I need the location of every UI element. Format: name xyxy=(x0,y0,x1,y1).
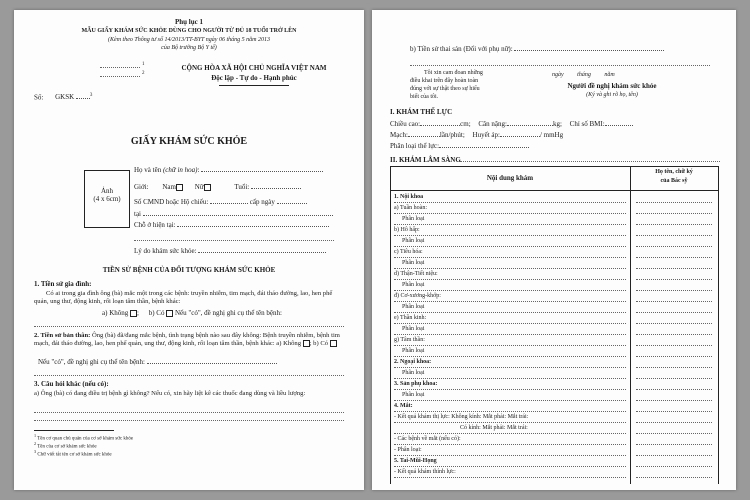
form-page-2 xyxy=(372,10,736,490)
bp-field[interactable] xyxy=(500,136,540,137)
male-label: Nam xyxy=(162,183,176,191)
exam-row-label: Phân loại xyxy=(402,282,425,288)
clinical-title-rule xyxy=(460,161,720,162)
exam-row-label: b) Hô hấp: xyxy=(394,227,420,233)
exam-row-label: Phân loại xyxy=(402,304,425,310)
self-disease-field[interactable] xyxy=(147,363,277,364)
requester-title: Người đề nghị khám sức khỏe xyxy=(567,82,657,90)
exam-row-label: Phân loại xyxy=(402,392,425,398)
doctor-sign-field[interactable] xyxy=(636,455,712,456)
height-label: Chiều cao: xyxy=(390,120,421,128)
gender-age-row xyxy=(134,183,301,191)
footnote-separator xyxy=(34,430,114,431)
commit-line-2: điều khai trên đây hoàn toàn xyxy=(410,78,479,84)
doctor-sign-field[interactable] xyxy=(636,477,712,478)
doctor-sign-field[interactable] xyxy=(636,466,712,467)
address-row xyxy=(134,221,329,229)
exam-row-label: d) Thận-Tiết niệu: xyxy=(394,271,438,277)
exam-row-field[interactable] xyxy=(394,477,626,478)
pulse-label: Mạch: xyxy=(390,131,408,139)
doctor-sign-field[interactable] xyxy=(636,345,712,346)
clinical-exam-title: II. KHÁM LÂM SÀNG xyxy=(390,156,461,164)
family-history-text: Có ai trong gia đình ông (bà) mắc một trong các bệnh: truyền nhiễm, tim mạch, đái tháo đường, lao, hen phế quản, ung thư, động kinh, rối loạn tâm thần, bệnh khác: xyxy=(34,290,333,306)
doctor-sign-field[interactable] xyxy=(636,323,712,324)
exam-row-label: - Kết quả khám thị lực: Không kính: Mắt phải: Mắt trái: xyxy=(394,414,529,420)
other-questions-text: a) Ông (bà) có đang điều trị bệnh gì không? Nếu có, xin hãy liệt kê các thuốc đang dùng và liều lượng: xyxy=(34,390,306,397)
exam-row-label: e) Thần kinh: xyxy=(394,315,427,321)
reason-field[interactable] xyxy=(198,252,326,253)
exam-row-label: Có kính: Mắt phải: Mắt trái: xyxy=(460,425,528,431)
age-field[interactable] xyxy=(251,188,301,189)
commit-line-4: biết của tôi. xyxy=(410,94,439,100)
exam-row-field[interactable] xyxy=(394,411,626,412)
footnote-mark-2: 2 xyxy=(142,71,145,76)
address-field[interactable] xyxy=(177,226,329,227)
pregnancy-field-2[interactable] xyxy=(410,65,710,66)
pregnancy-label: b) Tiền sử thai sản (Đối với phụ nữ): xyxy=(410,45,513,53)
footnote-3 xyxy=(34,449,112,458)
reason-label: Lý do khám sức khỏe: xyxy=(134,247,197,255)
footnote-mark-1: 1 xyxy=(142,62,145,67)
exam-row-label: Phân loại xyxy=(402,216,425,222)
form-title: MẪU GIẤY KHÁM SỨC KHỎE DÙNG CHO NGƯỜI TỪ ĐỦ 18 TUỔI TRỞ LÊN xyxy=(81,28,297,34)
address-field-2[interactable] xyxy=(134,240,334,241)
doctor-sign-field[interactable] xyxy=(636,224,712,225)
self-no-label: a) Không xyxy=(276,340,302,348)
doctor-sign-field[interactable] xyxy=(636,312,712,313)
requester-sign-note: (Ký và ghi rõ họ, tên) xyxy=(586,92,638,98)
doctor-sign-field[interactable] xyxy=(636,301,712,302)
exam-row-field[interactable] xyxy=(394,466,626,467)
exam-row-label: 2. Ngoại khoa: xyxy=(394,359,432,365)
doctor-sign-field[interactable] xyxy=(636,202,712,203)
exam-row-label: c) Tiêu hóa: xyxy=(394,249,423,255)
issued-at-label: tại xyxy=(134,210,141,218)
number-code: GKSK xyxy=(55,93,75,102)
exam-row-field[interactable] xyxy=(394,433,626,434)
document-title: GIẤY KHÁM SỨC KHỎE xyxy=(130,136,248,147)
height-weight-row xyxy=(390,120,633,128)
exam-row-field[interactable] xyxy=(394,268,626,269)
self-if-yes: Nếu "có", đề nghị ghi cụ thể tên bệnh: xyxy=(38,358,145,366)
doctor-sign-field[interactable] xyxy=(636,279,712,280)
table-header-border xyxy=(390,190,718,191)
classify-field[interactable] xyxy=(439,147,529,148)
doctor-sign-field[interactable] xyxy=(636,411,712,412)
footnote-2-text: Tên của cơ sở khám sức khỏe xyxy=(37,444,97,450)
exam-row-label: Phân loại xyxy=(402,238,425,244)
exam-row-field[interactable] xyxy=(394,356,626,357)
appendix-label: Phụ lục 1 xyxy=(174,18,203,26)
doctor-sign-field[interactable] xyxy=(636,213,712,214)
agency-line-2 xyxy=(100,76,140,77)
exam-row-field[interactable] xyxy=(394,257,626,258)
family-yes-label: b) Có xyxy=(148,309,165,317)
classify-label: Phân loại thể lực: xyxy=(390,142,440,150)
exam-row-label: - Kết quả khám thính lực: xyxy=(394,469,456,475)
exam-row-field[interactable] xyxy=(394,444,626,445)
self-no-checkbox[interactable] xyxy=(303,340,310,347)
exam-row-field[interactable] xyxy=(394,246,626,247)
doctor-sign-field[interactable] xyxy=(636,367,712,368)
issued-date-field[interactable] xyxy=(277,203,307,204)
column-header-sign-2: của Bác sỹ xyxy=(660,178,688,184)
exam-row-field[interactable] xyxy=(394,312,626,313)
doctor-sign-field[interactable] xyxy=(636,334,712,335)
family-no-label: a) Không xyxy=(102,309,129,317)
footnote-1-text: Tên cơ quan chủ quản của cơ sở khám sức khỏe xyxy=(37,436,134,442)
sign-date: ngày tháng năm xyxy=(552,72,615,78)
exam-row-label: 1. Nội khoa xyxy=(394,194,424,200)
weight-label: Cân nặng: xyxy=(478,120,507,128)
id-field[interactable] xyxy=(210,203,248,204)
pulse-field[interactable] xyxy=(408,136,440,137)
female-label: Nữ xyxy=(194,183,204,191)
doctor-sign-field[interactable] xyxy=(636,356,712,357)
exam-row-label: 3. Sản phụ khoa: xyxy=(394,381,438,387)
table-column-divider xyxy=(630,166,631,484)
doctor-sign-field[interactable] xyxy=(636,290,712,291)
classify-row xyxy=(390,142,529,150)
height-unit: cm; xyxy=(460,120,471,128)
self-yes-label: b) Có xyxy=(313,340,329,348)
doctor-sign-field[interactable] xyxy=(636,400,712,401)
nation-name: CỘNG HÒA XÃ HỘI CHỦ NGHĨA VIỆT NAM xyxy=(181,64,327,72)
name-label: Họ và tên xyxy=(134,166,162,174)
form-page-1 xyxy=(14,10,364,490)
self-history-text: 2. Tiền sử bản thân: Ông (bà) đã/đang mắc bệnh, tình trạng bệnh nào sau đây không: Bệnh truyền nhiễm, bệnh tim mạch, đái tháo đường, lao, hen phế quản, ung thư, động kinh, rối loạn tâm thần, bệnh khác: a) Không ; b) Có xyxy=(34,332,340,348)
doctor-sign-field[interactable] xyxy=(636,433,712,434)
form-number xyxy=(34,93,92,101)
motto-underline xyxy=(219,85,289,86)
exam-row-label: đ) Cơ-xương-khớp: xyxy=(394,293,441,299)
name-field[interactable] xyxy=(201,171,323,172)
exam-row-label: Phân loại xyxy=(402,370,425,376)
doctor-sign-field[interactable] xyxy=(636,246,712,247)
weight-unit: kg; xyxy=(552,120,562,128)
number-label: Số: xyxy=(34,93,44,102)
exam-row-field[interactable] xyxy=(394,367,626,368)
exam-row-label: - Các bệnh về mắt (nếu có): xyxy=(394,436,461,442)
exam-row-field[interactable] xyxy=(394,290,626,291)
exam-row-field[interactable] xyxy=(394,323,626,324)
self-disease-field-2[interactable] xyxy=(34,375,344,376)
doctor-sign-field[interactable] xyxy=(636,257,712,258)
history-title: TIỀN SỬ BỆNH CỦA ĐỐI TƯỢNG KHÁM SỨC KHỎE xyxy=(102,266,276,274)
family-disease-field[interactable] xyxy=(34,326,344,327)
column-header-sign-1: Họ tên, chữ ký xyxy=(655,169,693,175)
bmi-field[interactable] xyxy=(605,125,633,126)
family-no-checkbox[interactable] xyxy=(130,310,137,317)
exam-row-field[interactable] xyxy=(394,301,626,302)
self-if-yes-row xyxy=(38,358,277,366)
commit-line-1: Tôi xin cam đoan những xyxy=(424,70,483,76)
issued-line-2: của Bộ trưởng Bộ Y tế) xyxy=(161,45,217,51)
gender-label: Giới: xyxy=(134,183,149,191)
doctor-sign-field[interactable] xyxy=(636,235,712,236)
table-left-border xyxy=(390,166,391,484)
exam-row-label: Phân loại xyxy=(402,348,425,354)
photo-label: Ảnh xyxy=(100,187,114,195)
medication-field-1[interactable] xyxy=(34,412,344,413)
exam-row-label: g) Tâm thần: xyxy=(394,337,425,343)
exam-row-field[interactable] xyxy=(394,378,626,379)
footnote-1-mark: 1 xyxy=(34,433,37,438)
exam-row-field[interactable] xyxy=(394,224,626,225)
exam-row-label: a) Tuần hoàn: xyxy=(394,205,427,211)
commit-line-3: đúng với sự thật theo sự hiểu xyxy=(410,86,480,92)
exam-row-field[interactable] xyxy=(394,235,626,236)
exam-row-field[interactable] xyxy=(394,345,626,346)
reason-row xyxy=(134,247,326,255)
doctor-sign-field[interactable] xyxy=(636,389,712,390)
pulse-unit: lần/phút; xyxy=(439,131,465,139)
doctor-sign-field[interactable] xyxy=(636,378,712,379)
id-row xyxy=(134,198,307,206)
name-hint: (chữ in hoa) xyxy=(162,166,198,174)
address-label: Chỗ ở hiện tại: xyxy=(134,221,176,229)
family-if-yes: Nếu "có", đề nghị ghi cụ thể tên bệnh: xyxy=(174,309,282,317)
agency-line-1 xyxy=(100,67,140,68)
issued-date-label: cấp ngày xyxy=(249,198,275,206)
pulse-bp-row xyxy=(390,131,563,139)
exam-row-field[interactable] xyxy=(394,213,626,214)
table-right-border xyxy=(718,166,719,484)
footnote-3-text: Chữ viết tắt tên cơ sở khám sức khỏe xyxy=(37,452,112,458)
exam-row-field[interactable] xyxy=(394,279,626,280)
national-motto: Độc lập - Tự do - Hạnh phúc xyxy=(211,74,297,82)
exam-row-field[interactable] xyxy=(394,334,626,335)
bp-label: Huyết áp: xyxy=(472,131,500,139)
family-history-title: 1. Tiền sử gia đình: xyxy=(34,280,92,288)
height-field[interactable] xyxy=(420,125,460,126)
issued-line-1: (Kèm theo Thông tư số 14/2013/TT-BYT ngày 06 tháng 5 năm 2013 xyxy=(108,37,270,43)
exam-row-label: Phân loại xyxy=(402,326,425,332)
pregnancy-row xyxy=(410,45,664,53)
medication-field-2[interactable] xyxy=(34,420,344,421)
photo-size: (4 x 6cm) xyxy=(93,195,121,203)
doctor-sign-field[interactable] xyxy=(636,422,712,423)
number-field[interactable] xyxy=(76,98,90,99)
family-answer-row: a) Không ; b) Có Nếu "có", đề nghị ghi cụ thể tên bệnh: xyxy=(102,309,282,317)
name-row: Họ và tên (chữ in hoa): xyxy=(134,166,323,174)
age-label: Tuổi: xyxy=(234,183,250,191)
exam-row-label: 4. Mắt: xyxy=(394,403,413,409)
clinical-exam-table xyxy=(390,166,718,484)
weight-field[interactable] xyxy=(507,125,553,126)
footnote-mark-3: 3 xyxy=(89,93,93,98)
exam-row-field[interactable] xyxy=(394,422,626,423)
exam-row-field[interactable] xyxy=(394,455,626,456)
family-yes-checkbox[interactable] xyxy=(166,310,173,317)
bmi-label: Chỉ số BMI: xyxy=(569,120,605,128)
other-questions-title: 3. Câu hỏi khác (nếu có): xyxy=(34,380,109,388)
self-history-body: Ông (bà) đã/đang mắc bệnh, tình trạng bệnh nào sau đây không: Bệnh truyền nhiễm, bệnh tim mạch, đái tháo đường, lao, hen phế quản, ung thư, động kinh, rối loạn tâm thần, bệnh khác: xyxy=(34,332,340,348)
self-yes-checkbox[interactable] xyxy=(330,340,337,347)
exam-row-field[interactable] xyxy=(394,202,626,203)
female-checkbox[interactable] xyxy=(204,184,211,191)
exam-row-label: - Phân loại: xyxy=(394,447,422,453)
footnote-2-mark: 2 xyxy=(34,441,37,446)
photo-box xyxy=(84,170,130,228)
exam-row-label: Phân loại xyxy=(402,260,425,266)
issued-at-field[interactable] xyxy=(143,215,333,216)
bp-unit: / mmHg xyxy=(539,131,564,139)
physical-exam-title: I. KHÁM THỂ LỰC xyxy=(390,108,453,116)
id-label: Số CMND hoặc Hộ chiếu: xyxy=(134,198,209,206)
pregnancy-field[interactable] xyxy=(514,50,664,51)
doctor-sign-field[interactable] xyxy=(636,268,712,269)
column-header-content: Nội dung khám xyxy=(486,174,534,182)
exam-row-label: 5. Tai-Mũi-Họng xyxy=(394,458,437,464)
doctor-sign-field[interactable] xyxy=(636,444,712,445)
male-checkbox[interactable] xyxy=(176,184,183,191)
self-history-title: 2. Tiền sử bản thân: xyxy=(34,332,91,339)
exam-row-field[interactable] xyxy=(394,400,626,401)
footnote-3-mark: 3 xyxy=(34,449,37,454)
table-top-border xyxy=(390,166,718,167)
issued-at-row xyxy=(134,210,333,218)
exam-row-field[interactable] xyxy=(394,389,626,390)
